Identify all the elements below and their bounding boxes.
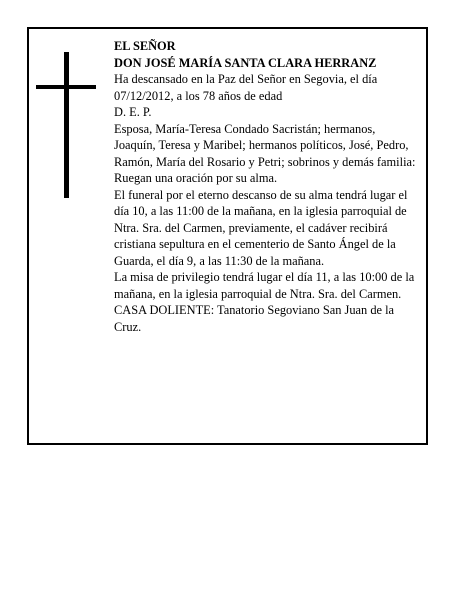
- deceased-name: DON JOSÉ MARÍA SANTA CLARA HERRANZ: [114, 55, 377, 70]
- prayer-request: Ruegan una oración por su alma.: [114, 171, 278, 185]
- funeral-details: El funeral por el eterno descanso de su alma tendrá lugar el día 10, a las 11:00 de la mañana, en la iglesia parroquial de Ntra. Sra. del Carmen, previamente, el cadáver recibirá cristiana sepultura en el cementerio de Santo Ángel de la Guarda, el día 9, a las 11:30 de la mañana.: [114, 187, 408, 268]
- obituary-text: [114, 38, 420, 335]
- cross-vertical-bar: [64, 52, 69, 198]
- dep-line: D. E. P.: [114, 105, 152, 119]
- death-announcement: Ha descansado en la Paz del Señor en Segovia, el día 07/12/2012, a los 78 años de edad: [114, 72, 378, 103]
- mass-details: La misa de privilegio tendrá lugar el día 11, a las 10:00 de la mañana, en la iglesia parroquial de Ntra. Sra. del Carmen.: [114, 270, 415, 301]
- notice-title: EL SEÑOR: [114, 39, 176, 53]
- family-list: Esposa, María-Teresa Condado Sacristán; hermanos, Joaquín, Teresa y Maribel; hermanos políticos, José, Pedro, Ramón, María del Rosario y Petri; sobrinos y demás familia:: [114, 121, 416, 169]
- cross-horizontal-bar: [36, 85, 96, 89]
- cross-icon: [36, 52, 96, 198]
- mourning-house: CASA DOLIENTE: Tanatorio Segoviano San Juan de la Cruz.: [114, 303, 395, 334]
